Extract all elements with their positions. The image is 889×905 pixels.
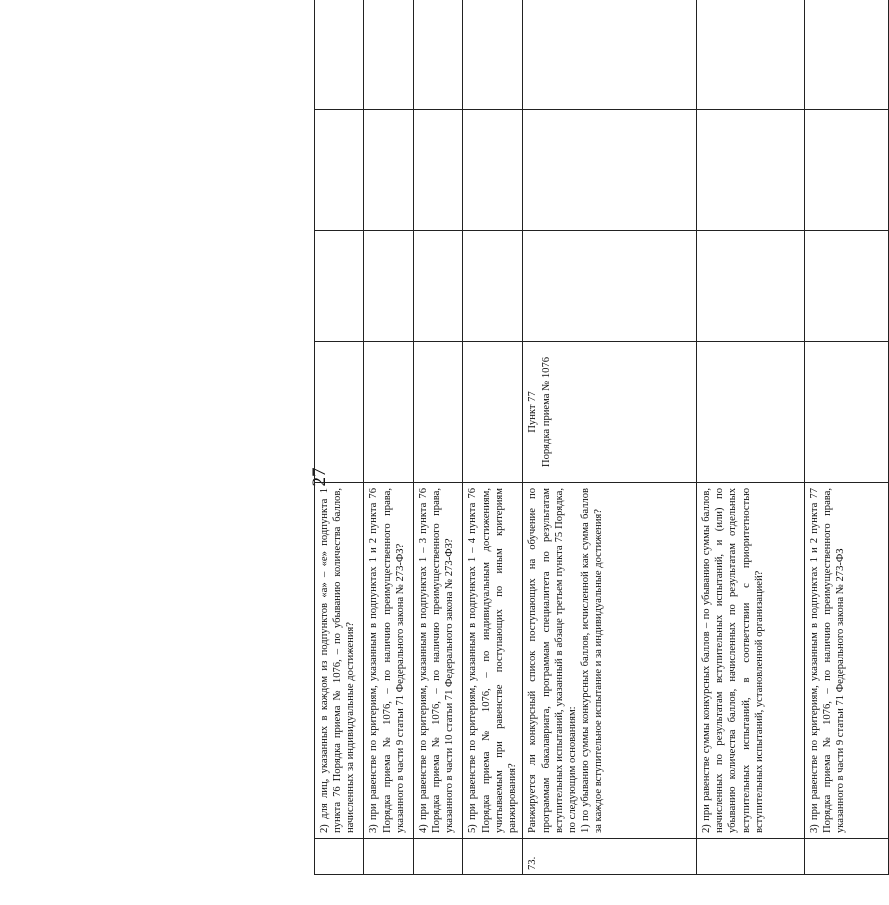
empty-cell (523, 231, 697, 342)
source-cell: Пункт 77 Порядка приема № 1076 (523, 342, 697, 483)
source-cell (805, 342, 889, 483)
empty-cell (315, 231, 364, 342)
table-row (364, 0, 413, 875)
question-cell: 3) при равенстве по критериям, указанным в подпунктах 1 и 2 пункта 76 Порядка приема № 1076, – по наличию преимущественного права, указанного в части 9 статьи 71 Федерального закона № 273-ФЗ? (364, 483, 413, 839)
checklist-table (314, 0, 889, 875)
empty-cell (413, 231, 462, 342)
empty-cell (315, 110, 364, 231)
question-cell: 5) при равенстве по критериям, указанным в подпунктах 1 – 4 пункта 76 Порядка приема № 1076, – по индивидуальным достижениям, учитываемым при равенстве поступающих по иным критериям ранжирования? (463, 483, 523, 839)
empty-cell (315, 0, 364, 110)
row-number (364, 839, 413, 875)
empty-cell (364, 231, 413, 342)
question-cell: Ранжируется ли конкурсный список поступающих на обучение по программам бакалавриата, программам специалитета по результатам вступительных испытаний, указанный в абзаце третьем пункта 75 Порядка, по следующим основаниям: 1) по убыванию суммы конкурсных баллов, исчисленной как сумма баллов за каждое вступительное испытание и за индивидуальные достижения? (523, 483, 697, 839)
empty-cell (463, 110, 523, 231)
empty-cell (364, 0, 413, 110)
empty-cell (463, 0, 523, 110)
source-cell (315, 342, 364, 483)
empty-cell (463, 231, 523, 342)
source-cell (413, 342, 462, 483)
table-row (413, 0, 462, 875)
empty-cell (697, 0, 805, 110)
table-row (805, 0, 889, 875)
source-cell (697, 342, 805, 483)
table-row (315, 0, 364, 875)
table-row (697, 0, 805, 875)
empty-cell (697, 110, 805, 231)
empty-cell (523, 0, 697, 110)
source-cell (463, 342, 523, 483)
empty-cell (805, 231, 889, 342)
row-number (697, 839, 805, 875)
row-number (463, 839, 523, 875)
table-row (523, 0, 697, 875)
row-number (315, 839, 364, 875)
question-cell: 3) при равенстве по критериям, указанным в подпунктах 1 и 2 пункта 77 Порядка приема № 1076, – по наличию преимущественного права, указанного в части 9 статьи 71 Федерального закона № 273-ФЗ (805, 483, 889, 839)
empty-cell (523, 110, 697, 231)
empty-cell (805, 0, 889, 110)
rotated-table-wrapper (314, 35, 889, 875)
empty-cell (413, 110, 462, 231)
question-cell: 2) при равенстве суммы конкурсных баллов – по убыванию суммы баллов, начисленных по результатам вступительных испытаний, и (или) по убыванию количества баллов, начисленных по результатам отдельных вступительных испытаний, в соответствии с приоритетностью вступительных испытаний, установленной организацией? (697, 483, 805, 839)
empty-cell (697, 231, 805, 342)
question-cell: 4) при равенстве по критериям, указанным в подпунктах 1 – 3 пункта 76 Порядка приема № 1076, – по наличию преимущественного права, указанного в части 10 статьи 71 Федерального закона № 273-ФЗ? (413, 483, 462, 839)
empty-cell (364, 110, 413, 231)
empty-cell (413, 0, 462, 110)
row-number (805, 839, 889, 875)
question-cell: 2) для лиц, указанных в каждом из подпунктов «а» – «е» подпункта 1 пункта 76 Порядка приема № 1076, – по убыванию количества баллов, начисленных за индивидуальные достижения? (315, 483, 364, 839)
source-cell (364, 342, 413, 483)
row-number (413, 839, 462, 875)
empty-cell (805, 110, 889, 231)
row-number: 73. (523, 839, 697, 875)
page-number: 27 (309, 467, 330, 487)
table-row (463, 0, 523, 875)
